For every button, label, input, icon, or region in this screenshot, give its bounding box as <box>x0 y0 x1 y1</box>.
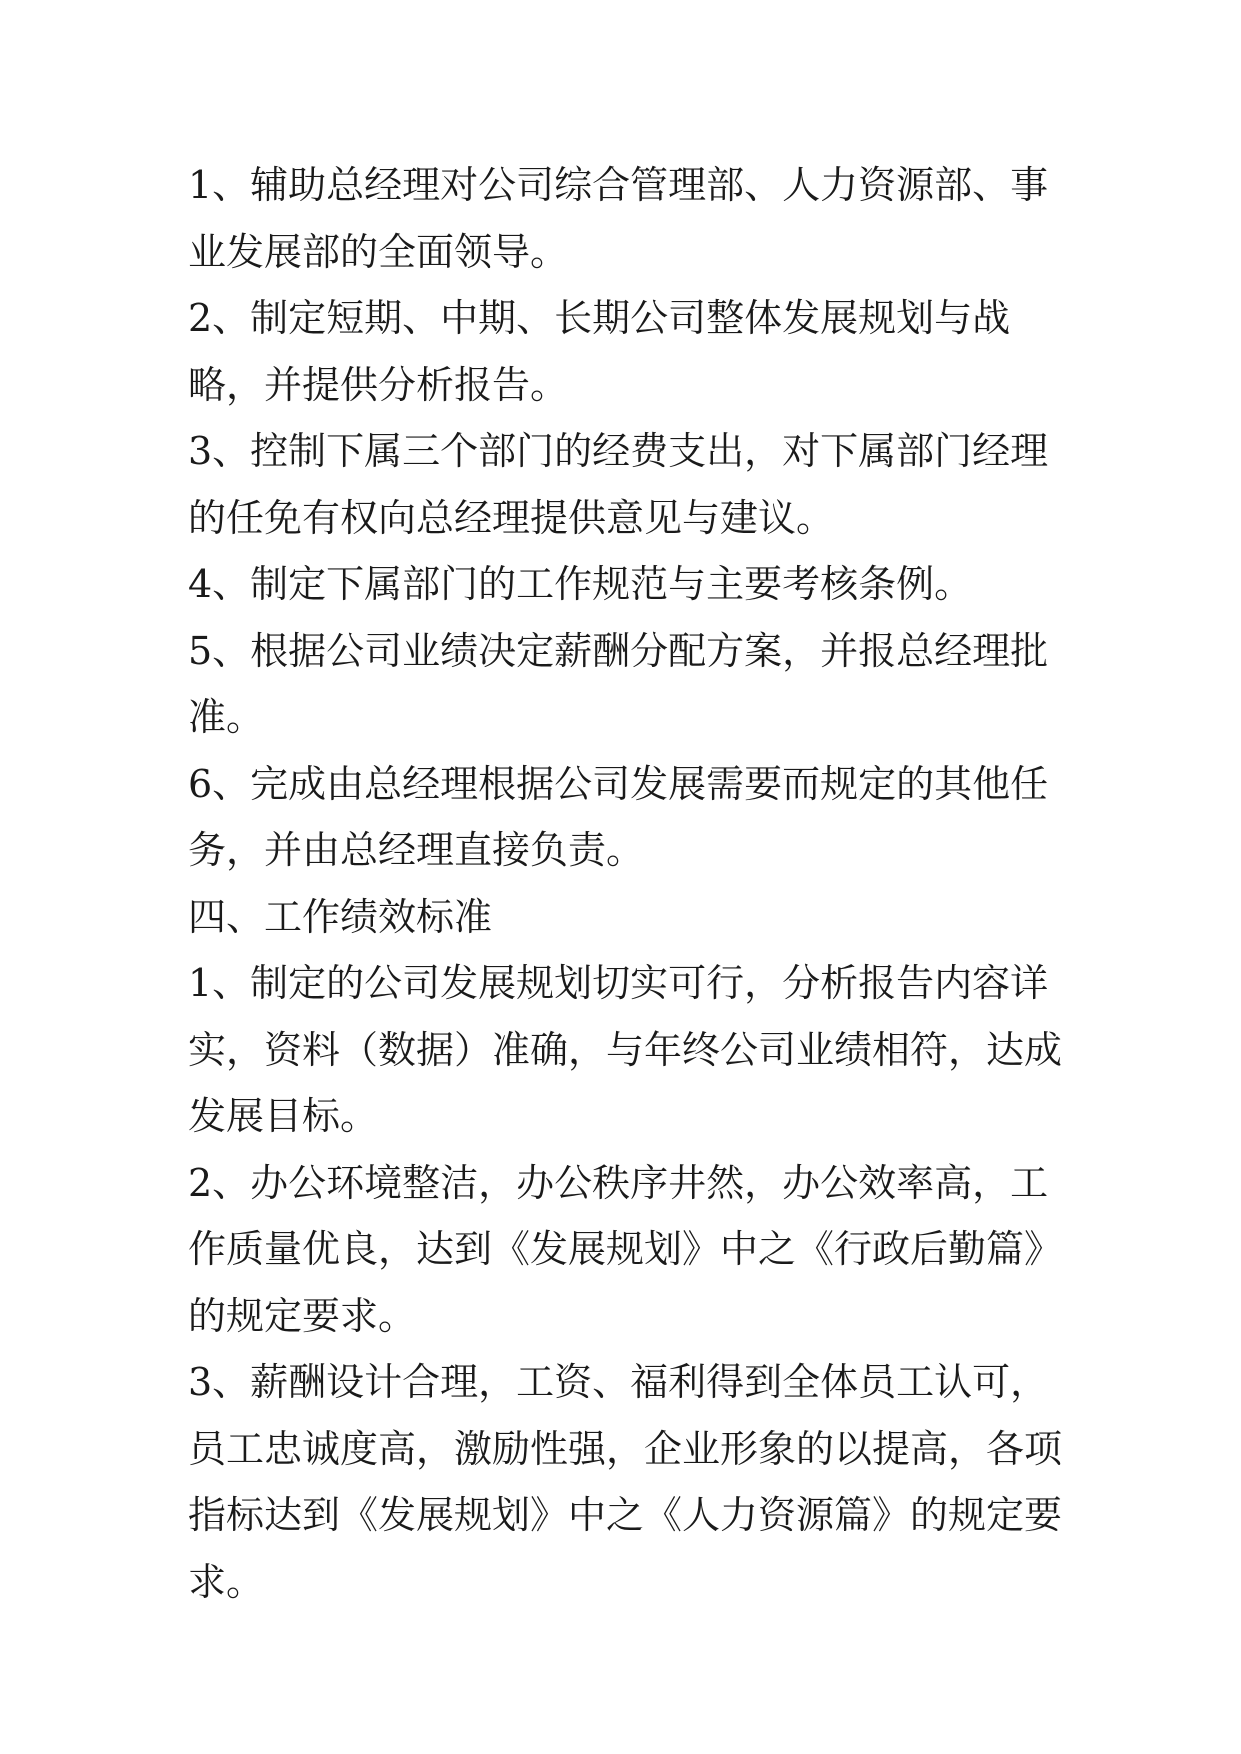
duty-item-4: 4、制定下属部门的工作规范与主要考核条例。 <box>188 562 973 606</box>
document-body <box>188 152 1068 1615</box>
standard-item-2: 2、办公环境整洁，办公秩序井然，办公效率高，工作质量优良，达到《发展规划》中之《行政后勤篇》的规定要求。 <box>188 1160 1063 1338</box>
duty-item-5: 5、根据公司业绩决定薪酬分配方案，并报总经理批准。 <box>188 628 1049 739</box>
duty-item-1: 1、辅助总经理对公司综合管理部、人力资源部、事业发展部的全面领导。 <box>188 163 1049 274</box>
standard-item-3: 3、薪酬设计合理，工资、福利得到全体员工认可，员工忠诚度高，激励性强，企业形象的以提高，各项指标达到《发展规划》中之《人力资源篇》的规定要求。 <box>188 1360 1063 1604</box>
duty-item-3: 3、控制下属三个部门的经费支出，对下属部门经理的任免有权向总经理提供意见与建议。 <box>188 429 1049 540</box>
duty-item-2: 2、制定短期、中期、长期公司整体发展规划与战略，并提供分析报告。 <box>188 296 1011 407</box>
section-heading: 四、工作绩效标准 <box>188 894 493 939</box>
standard-item-1: 1、制定的公司发展规划切实可行，分析报告内容详实，资料（数据）准确，与年终公司业绩相符，达成发展目标。 <box>188 961 1063 1138</box>
duty-item-6: 6、完成由总经理根据公司发展需要而规定的其他任务，并由总经理直接负责。 <box>188 761 1049 872</box>
